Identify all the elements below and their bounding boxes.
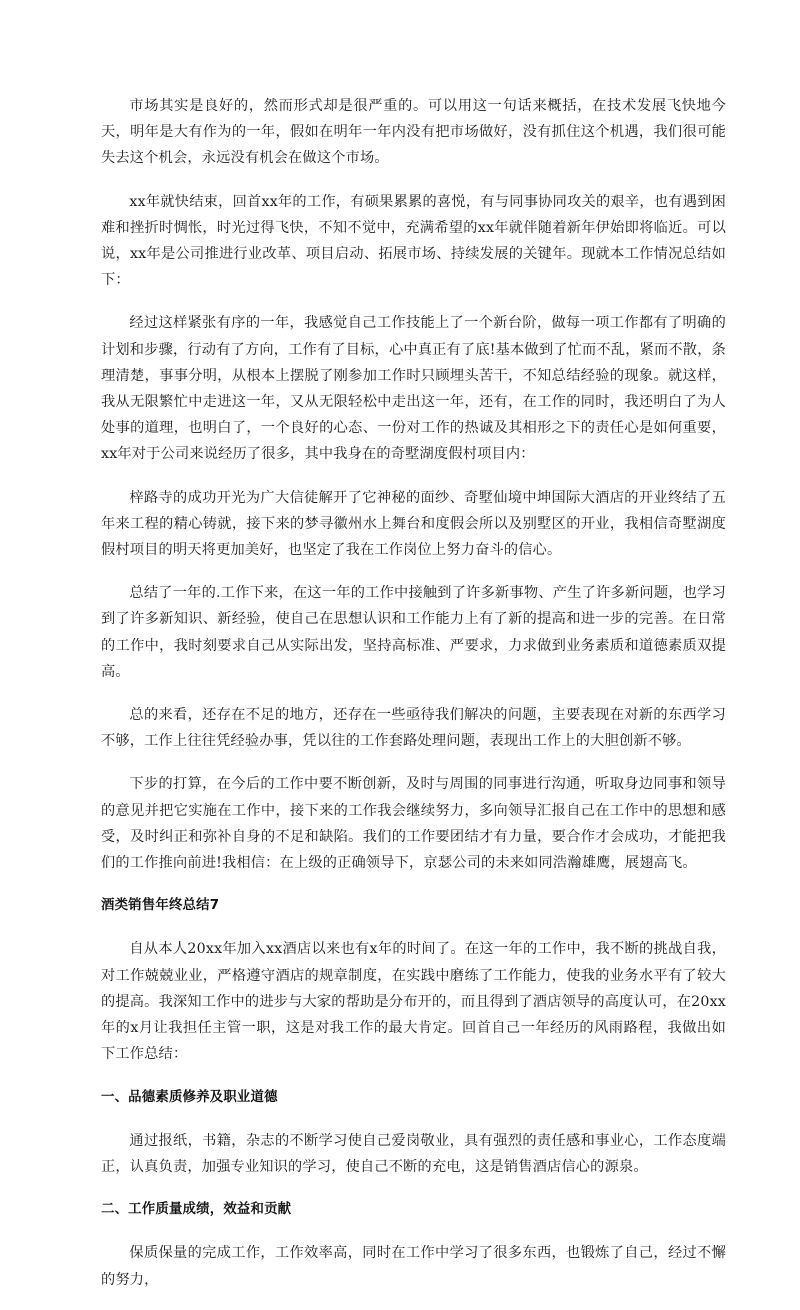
paragraph: 保质保量的完成工作，工作效率高，同时在工作中学习了很多东西，也锻炼了自己，经过不懈的努力， [101, 1245, 726, 1288]
paragraph: 下步的打算，在今后的工作中要不断创新，及时与周围的同事进行沟通，听取身边同事和领导的意见并把它实施在工作中，接下来的工作我会继续努力，多向领导汇报自己在工作中的思想和感受，及时纠正和弥补自身的不足和缺陷。我们的工作要团结才有力量，要合作才会成功，才能把我们的工作推向前进!我相信：在上级的正确领导下，京瑟公司的未来如同浩瀚雄鹰，展翅高飞。 [101, 776, 726, 872]
paragraph: 梓路寺的成功开光为广大信徒解开了它神秘的面纱、奇墅仙境中坤国际大酒店的开业终结了五年来工程的精心铸就，接下来的梦寻徽州水上舞台和度假会所以及别墅区的开业，我相信奇墅湖度假村项目的明天将更加美好，也坚定了我在工作岗位上努力奋斗的信心。 [101, 489, 726, 559]
paragraph: xx年就快结束，回首xx年的工作，有硕果累累的喜悦，有与同事协同攻关的艰辛，也有遇到困难和挫折时惆怅，时光过得飞快，不知不觉中，充满希望的xx年就伴随着新年伊始即将临近。可以说，xx年是公司推进行业改革、项目启动、拓展市场、持续发展的关键年。现就本工作情况总结如下： [101, 193, 726, 289]
paragraph: 总的来看，还存在不足的地方，还存在一些亟待我们解决的问题，主要表现在对新的东西学习不够，工作上往往凭经验办事，凭以往的工作套路处理问题，表现出工作上的大胆创新不够。 [101, 707, 726, 750]
paragraph: 通过报纸，书籍，杂志的不断学习使自己爱岗敬业，具有强烈的责任感和事业心，工作态度端正，认真负责，加强专业知识的学习，使自己不断的充电，这是销售酒店信心的源泉。 [101, 1132, 726, 1175]
paragraph: 市场其实是良好的，然而形式却是很严重的。可以用这一句话来概括，在技术发展飞快地今天，明年是大有作为的一年，假如在明年一年内没有把市场做好，没有抓住这个机遇，我们很可能失去这个机会，永远没有机会在做这个市场。 [101, 98, 726, 167]
subsection-heading: 一、品德素质修养及职业道德 [101, 1089, 278, 1105]
paragraph: 总结了一年的.工作下来，在这一年的工作中接触到了许多新事物、产生了许多新问题，也学习到了许多新知识、新经验，使自己在思想认识和工作能力上有了新的提高和进一步的完善。在日常的工作中，我时刻要求自己从实际出发，坚持高标准、严要求，力求做到业务素质和道德素质双提高。 [101, 585, 726, 680]
paragraph: 经过这样紧张有序的一年，我感觉自己工作技能上了一个新台阶，做每一项工作都有了明确的计划和步骤，行动有了方向，工作有了目标，心中真正有了底!基本做到了忙而不乱，紧而不散，条理清楚，事事分明，从根本上摆脱了刚参加工作时只顾埋头苦干，不知总结经验的现象。就这样，我从无限繁忙中走进这一年，又从无限轻松中走出这一年，还有，在工作的同时，我还明白了为人处事的道理，也明白了，一个良好的心态、一份对工作的热诚及其相形之下的责任心是如何重要，xx年对于公司来说经历了很多，其中我身在的奇墅湖度假村项目内： [101, 315, 726, 463]
document-body [101, 93, 726, 1310]
paragraph: 自从本人20xx年加入xx酒店以来也有x年的时间了。在这一年的工作中，我不断的挑战自我，对工作兢兢业业，严格遵守酒店的规章制度，在实践中磨练了工作能力，使我的业务水平有了较大的提高。我深知工作中的进步与大家的帮助是分布开的，而且得到了酒店领导的高度认可，在20xx年的x月让我担任主管一职，这是对我工作的最大肯定。回首自己一年经历的风雨路程，我做出如下工作总结： [101, 941, 726, 1063]
subsection-heading: 二、工作质量成绩，效益和贡献 [101, 1202, 292, 1218]
section-title: 酒类销售年终总结7 [101, 898, 220, 914]
